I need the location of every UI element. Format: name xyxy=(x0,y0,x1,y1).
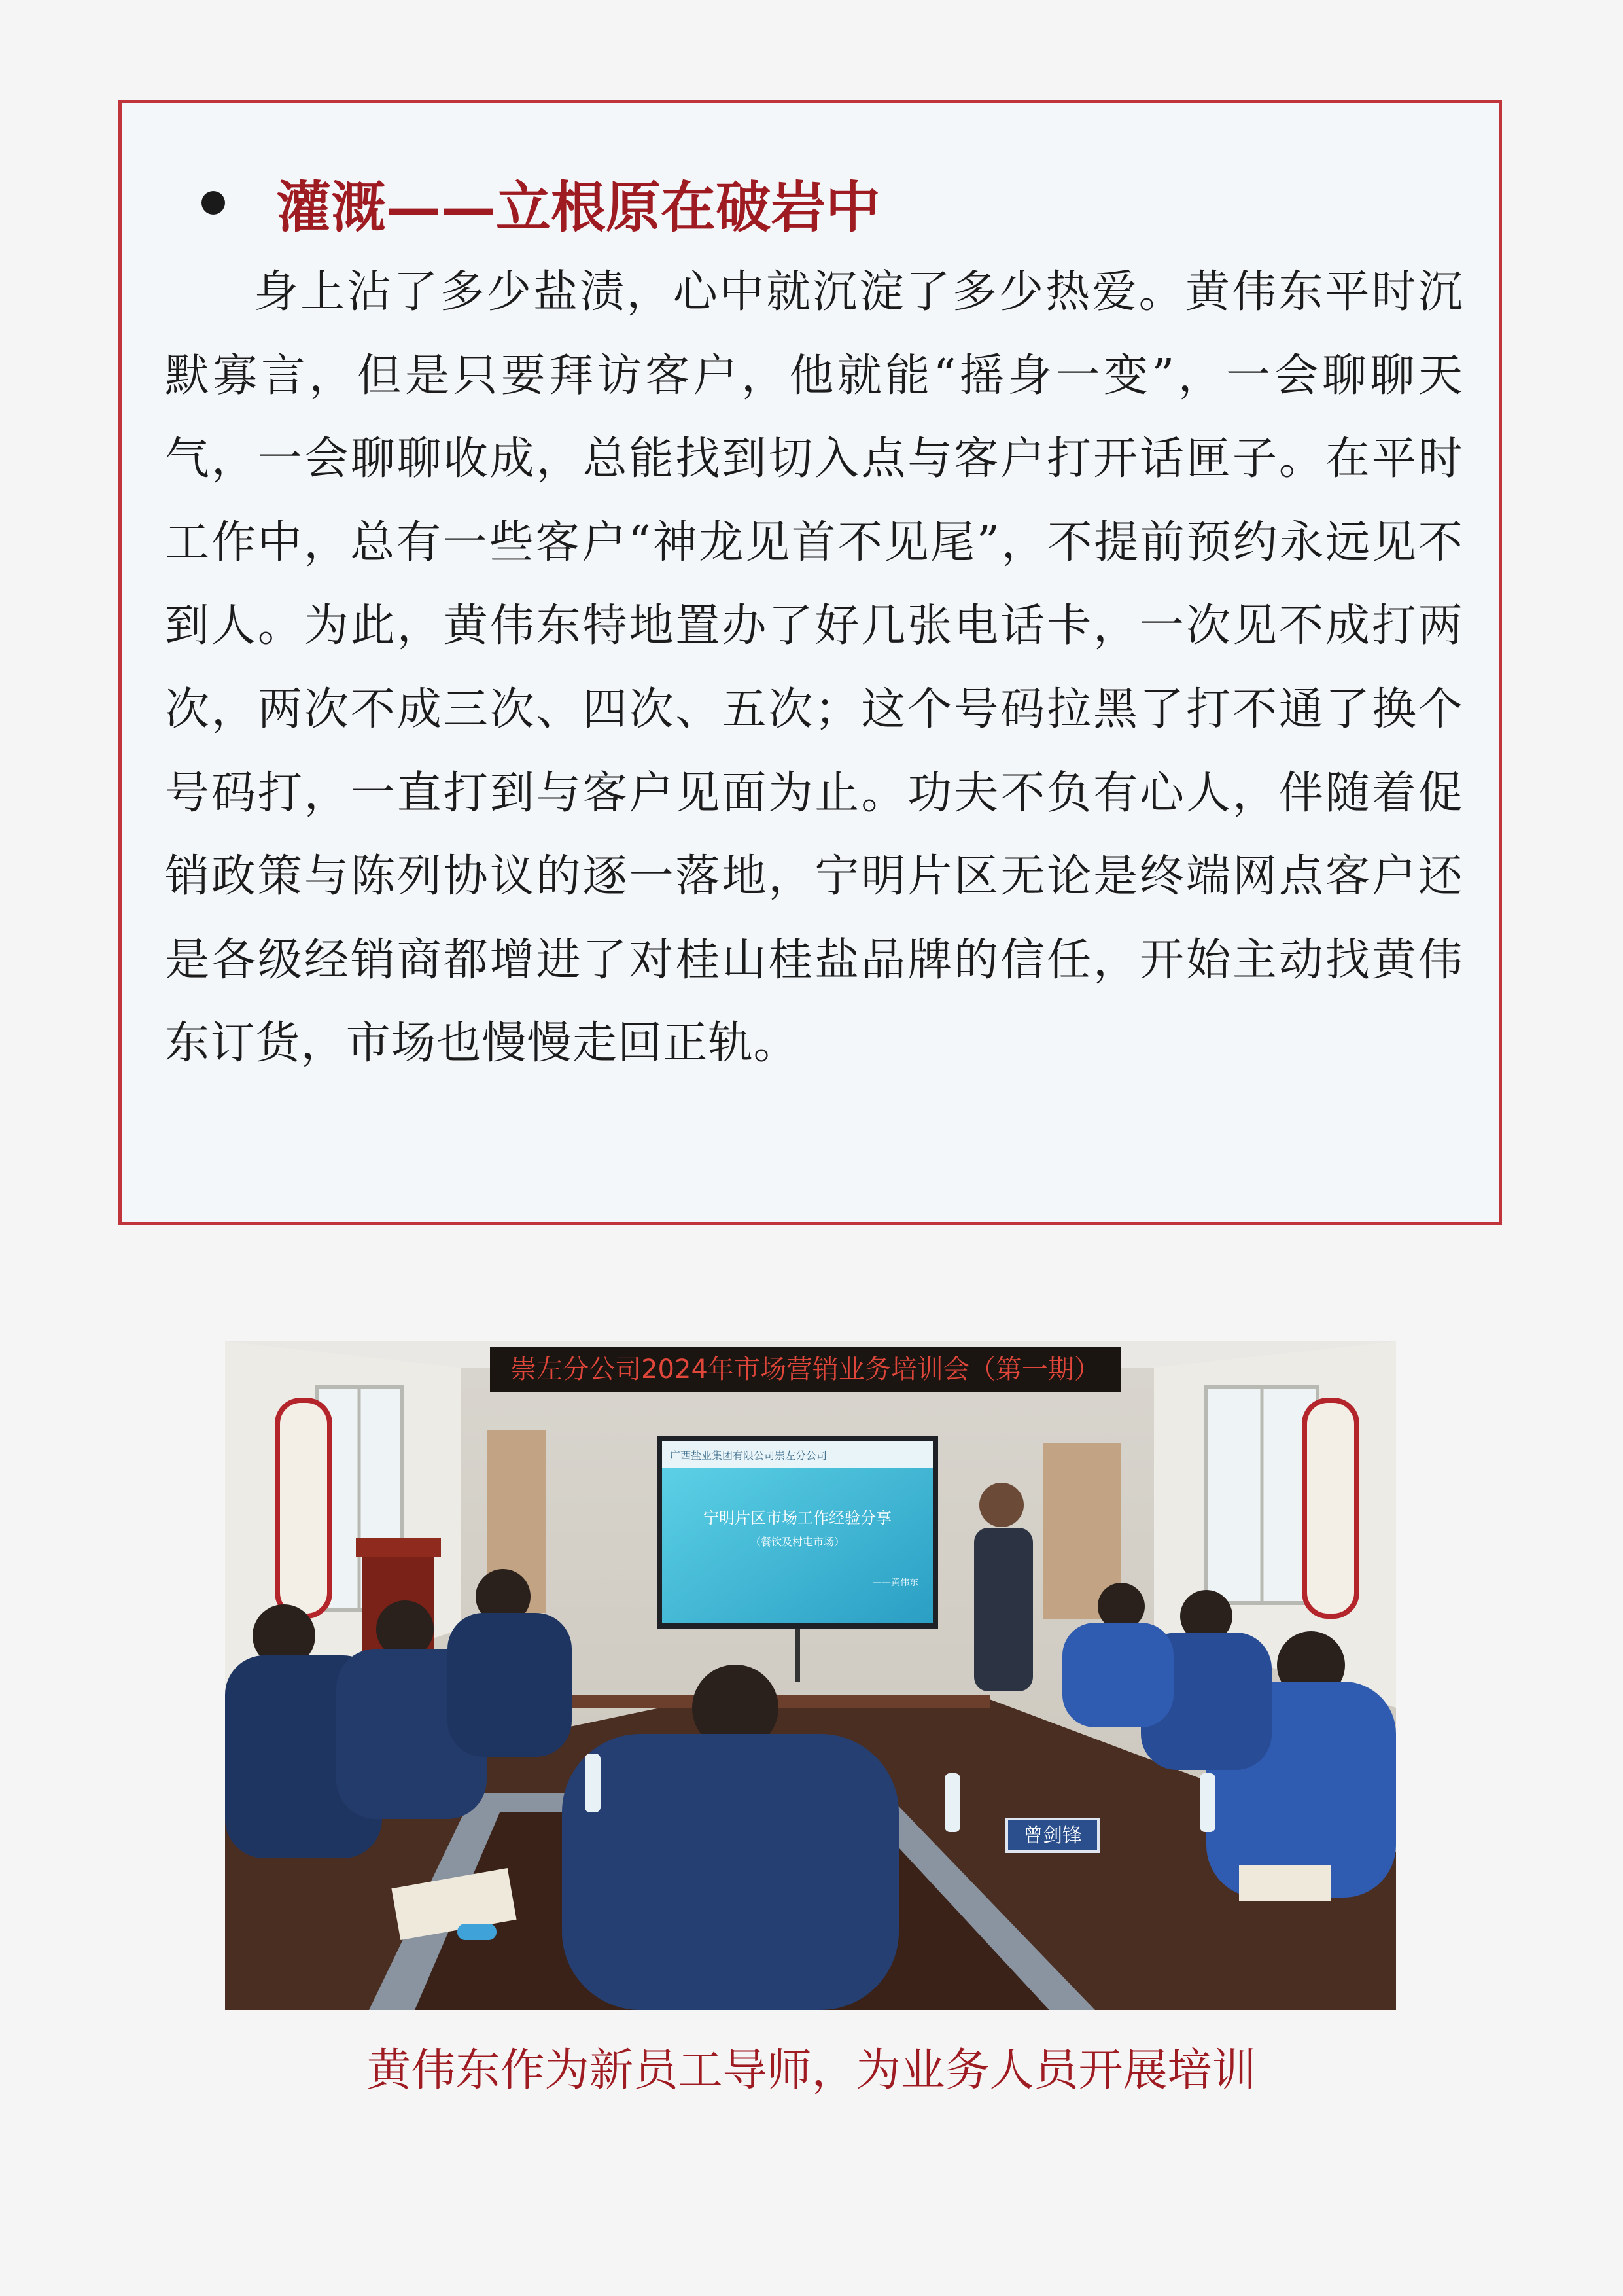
section-heading-text: 灌溉——立根原在破岩中 xyxy=(276,174,881,239)
body-paragraph: 身上沾了多少盐渍，心中就沉淀了多少热爱。黄伟东平时沉默寡言，但是只要拜访客户，他就能“摇身一变”，一会聊聊天气，一会聊聊收成，总能找到切入点与客户打开话匣子。在平时工作中，总有一些客户“神龙见首不见尾”，不提前预约永远见不到人。为此，黄伟东特地置办了好几张电话卡，一次见不成打两次，两次不成三次、四次、五次；这个号码拉黑了打不通了换个号码打，一直打到与客户见面为止。功夫不负有心人，伴随着促销政策与陈列协议的逐一落地，宁明片区无论是终端网点客户还是各级经销商都增进了对桂山桂盐品牌的信任，开始主动找黄伟东订货，市场也慢慢走回正轨。 xyxy=(165,266,1463,1070)
section-heading xyxy=(201,164,881,242)
screen-title-text: 宁明片区市场工作经验分享 xyxy=(703,1509,892,1527)
name-card-text: 曾剑锋 xyxy=(1023,1824,1082,1847)
bullet-icon xyxy=(201,191,225,215)
training-meeting-photo xyxy=(225,1341,1396,2010)
banner-text: 崇左分公司2024年市场营销业务培训会（第一期） xyxy=(510,1354,1100,1385)
screen-subtitle-text: （餐饮及村屯市场） xyxy=(750,1536,845,1548)
article-text-box xyxy=(118,100,1502,1225)
photo-caption: 黄伟东作为新员工导师，为业务人员开展培训 xyxy=(366,2045,1257,2096)
screen-header-text: 广西盐业集团有限公司崇左分公司 xyxy=(670,1449,828,1462)
screen-author-text: ——黄伟东 xyxy=(873,1578,918,1588)
